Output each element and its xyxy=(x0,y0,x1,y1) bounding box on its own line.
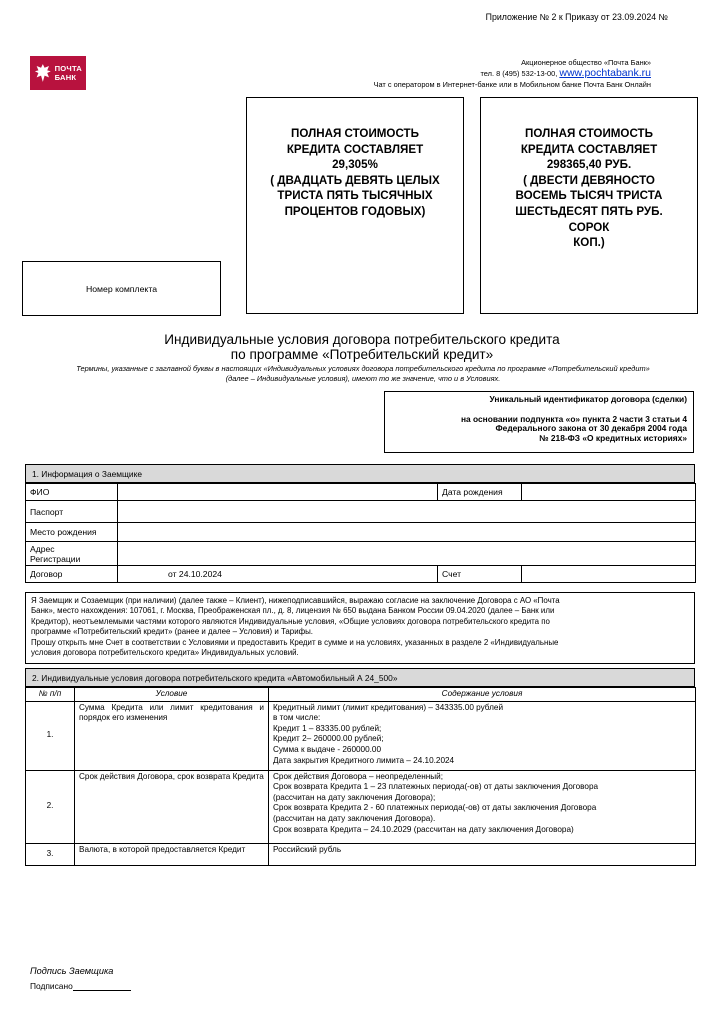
content-line: Сумма к выдаче - 260000.00 xyxy=(273,744,382,754)
content-line: Российский рубль xyxy=(273,844,342,854)
declaration-line: условия договора потребительского кредита» Индивидуальных условий. xyxy=(31,648,299,658)
borrower-signature-title: Подпись Заемщика xyxy=(30,966,114,976)
declaration-line: Я Заемщик и Созаемщик (при наличии) (далее также – Клиент), нижеподписавшийся, выражаю согласие на заключение Договора с АО «Почта xyxy=(31,596,560,605)
content-line: (рассчитан на дату заключения Договора); xyxy=(273,792,436,802)
pochta-bank-logo xyxy=(30,56,86,90)
content-line: Срок возврата Кредита 2 - 60 платежных периода(-ов) от даты заключения Договора xyxy=(273,803,597,813)
address-label-line: Регистрации xyxy=(30,553,81,564)
row-num: 1. xyxy=(26,701,75,770)
signature-field[interactable] xyxy=(73,982,131,991)
uid-basis: на основании подпункта «о» пункта 2 части 3 статьи 4 xyxy=(460,413,687,424)
contract-date: от 24.10.2024 xyxy=(118,566,438,583)
account-label: Счет xyxy=(438,566,522,583)
document-subtitle: по программе «Потребительский кредит» xyxy=(230,347,494,362)
address-label-line: Адрес xyxy=(30,543,55,554)
logo-line1: ПОЧТА xyxy=(54,64,82,73)
cost-line: ПОЛНАЯ СТОИМОСТЬ xyxy=(525,127,653,140)
borrower-declaration xyxy=(25,592,695,664)
logo-line2: БАНК xyxy=(54,73,77,82)
signed-label: Подписано xyxy=(30,981,73,991)
website-link[interactable]: www.pochtabank.ru xyxy=(559,67,651,79)
address-label xyxy=(26,542,118,566)
row-condition: Валюта, в которой предоставляется Кредит xyxy=(75,843,269,865)
row-content xyxy=(269,770,696,843)
company-name: Акционерное общество «Почта Банк» xyxy=(521,58,651,67)
cost-percent-box xyxy=(246,97,464,314)
table-row xyxy=(26,843,696,865)
declaration-line: программе «Потребительский кредит» (ранее и далее – Условия) и Тарифы. xyxy=(31,627,313,637)
content-line: Кредит 2– 260000.00 рублей; xyxy=(273,734,384,744)
passport-field[interactable] xyxy=(118,501,696,523)
row-num: 3. xyxy=(26,843,75,865)
fio-field[interactable] xyxy=(118,484,438,501)
individual-conditions-section xyxy=(25,668,695,866)
col-condition-header: Условие xyxy=(75,688,269,702)
declaration-line: Банк», место нахождения: 107061, г. Москва, Преображенская пл., д. 8, лицензия № 650 выдана Банком России 09.04.2020 (далее – Банк или xyxy=(31,606,555,616)
cost-line: КРЕДИТА СОСТАВЛЯЕТ xyxy=(286,142,424,156)
content-line: (рассчитан на дату заключения Договора). xyxy=(273,813,436,823)
content-line: в том числе: xyxy=(273,713,321,723)
borrower-info-section xyxy=(25,464,695,583)
cost-amount-value: 298365,40 РУБ. xyxy=(546,158,632,172)
uid-basis: № 218-ФЗ «О кредитных историях» xyxy=(539,432,687,443)
passport-label: Паспорт xyxy=(26,501,118,523)
signed-line xyxy=(30,981,131,991)
birthplace-field[interactable] xyxy=(118,523,696,542)
declaration-line: Кредитор), неотъемлемыми частями которого являются Индивидуальные условия, «Общие условиях договора потребительского кредита по xyxy=(31,616,550,626)
table-row xyxy=(26,701,696,770)
content-line: Срок возврата Кредита – 24.10.2029 (рассчитан на дату заключения Договора) xyxy=(273,824,574,834)
birth-date-field[interactable] xyxy=(522,484,696,501)
row-condition: Сумма Кредита или лимит кредитования и порядок его изменения xyxy=(75,701,269,770)
phone-line xyxy=(374,68,651,79)
contract-label: Договор xyxy=(26,566,118,583)
appendix-note: Приложение № 2 к Приказу от 23.09.2024 № xyxy=(485,12,668,22)
cost-line: СОРОК xyxy=(568,220,610,234)
kit-number-label: Номер комплекта xyxy=(85,283,158,294)
row-num: 2. xyxy=(26,770,75,843)
eagle-emblem-icon xyxy=(34,61,52,85)
col-num-header: № п/п xyxy=(26,688,75,702)
birthplace-label: Место рождения xyxy=(26,523,118,542)
account-field[interactable] xyxy=(522,566,696,583)
content-line: Дата закрытия Кредитного лимита – 24.10.2024 xyxy=(273,755,455,765)
cost-line: КОП.) xyxy=(573,236,605,250)
cost-line: ПОЛНАЯ СТОИМОСТЬ xyxy=(291,127,419,140)
contract-uid-box xyxy=(384,391,694,453)
content-line: Срок действия Договора – неопределенный; xyxy=(273,771,443,781)
declaration-line: Прошу открыть мне Счет в соответствии с Условиями и предоставить Кредит в сумме и на условиях, указанных в разделе 2 «Индивидуальные xyxy=(31,637,559,647)
address-field[interactable] xyxy=(118,542,696,566)
birth-date-label: Дата рождения xyxy=(438,484,522,501)
chat-line: Чат с оператором в Интернет-банке или в Мобильном банке Почта Банк Онлайн xyxy=(373,80,651,89)
row-content xyxy=(269,843,696,865)
terms-note xyxy=(28,364,698,383)
kit-number-box xyxy=(22,261,221,316)
cost-line: ВОСЕМЬ ТЫСЯЧ ТРИСТА xyxy=(515,189,663,203)
uid-basis: Федерального закона от 30 декабря 2004 года xyxy=(495,423,687,434)
bank-contacts xyxy=(374,57,651,90)
cost-line: КРЕДИТА СОСТАВЛЯЕТ xyxy=(520,142,658,156)
conditions-table xyxy=(25,687,696,866)
section2-heading: 2. Индивидуальные условия договора потребительского кредита «Автомобильный А 24_500» xyxy=(25,668,695,687)
fio-label: ФИО xyxy=(26,484,118,501)
borrower-info-table xyxy=(25,483,696,583)
cost-line: ( ДВАДЦАТЬ ДЕВЯТЬ ЦЕЛЫХ xyxy=(270,173,440,187)
cost-amount-box xyxy=(480,97,698,314)
content-line: Кредитный лимит (лимит кредитования) – 343335.00 рублей xyxy=(273,702,504,712)
phone: тел. 8 (495) 532-13-00, xyxy=(480,69,558,78)
section1-heading: 1. Информация о Заемщике xyxy=(25,464,695,483)
uid-title: Уникальный идентификатор договора (сделки) xyxy=(489,394,687,404)
cost-line: ШЕСТЬДЕСЯТ ПЯТЬ РУБ. xyxy=(515,204,663,218)
cost-line: ТРИСТА ПЯТЬ ТЫСЯЧНЫХ xyxy=(277,189,433,203)
table-row xyxy=(26,770,696,843)
row-content xyxy=(269,701,696,770)
cost-percent-value: 29,305% xyxy=(332,158,378,172)
cost-line: ПРОЦЕНТОВ ГОДОВЫХ) xyxy=(284,204,426,218)
row-condition: Срок действия Договора, срок возврата Кредита xyxy=(75,770,269,843)
terms-line: (далее – Индивидуальные условия), имеют то же значение, что и в Условиях. xyxy=(225,373,501,383)
content-line: Срок возврата Кредита 1 – 23 платежных периода(-ов) от даты заключения Договора xyxy=(273,782,599,792)
content-line: Кредит 1 – 83335.00 рублей; xyxy=(273,723,382,733)
col-content-header: Содержание условия xyxy=(269,688,696,702)
document-title: Индивидуальные условия договора потребительского кредита xyxy=(164,332,560,347)
terms-line: Термины, указанные с заглавной буквы в настоящих «Индивидуальных условиях договора потребительского кредита по программе «Потребительский кредит» xyxy=(76,364,650,373)
cost-line: ( ДВЕСТИ ДЕВЯНОСТО xyxy=(523,173,655,187)
